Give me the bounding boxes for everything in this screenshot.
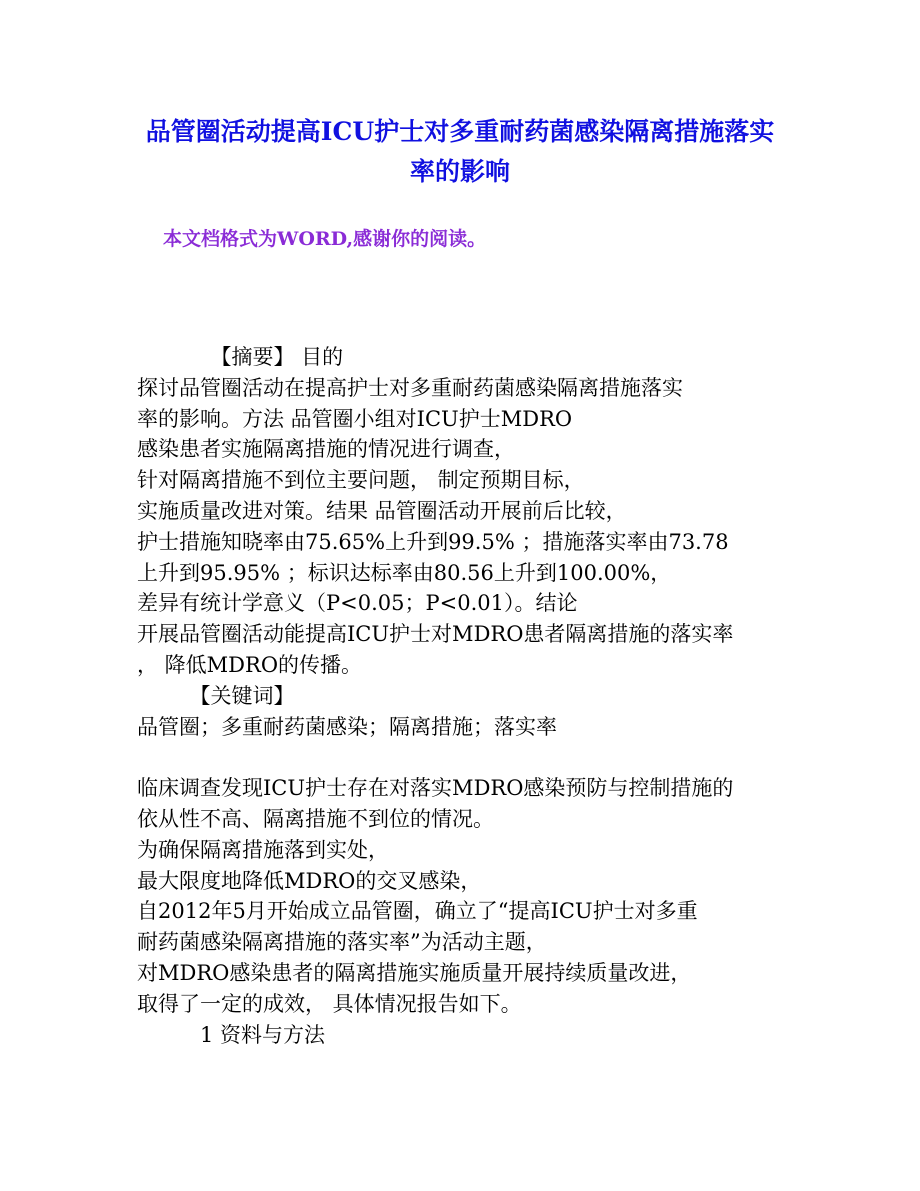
body-line: 开展品管圈活动能提高ICU护士对MDRO患者隔离措施的落实率 <box>137 622 734 647</box>
body-line: 对MDRO感染患者的隔离措施实施质量开展持续质量改进， <box>137 960 692 985</box>
title-line-1: 品管圈活动提高ICU护士对多重耐药菌感染隔离措施落实 <box>145 117 775 146</box>
body-line: 率的影响。方法 品管圈小组对ICU护士MDRO <box>137 406 573 431</box>
keywords-line: 品管圈；多重耐药菌感染；隔离措施；落实率 <box>137 714 557 739</box>
body-line: 探讨品管圈活动在提高护士对多重耐药菌感染隔离措施落实 <box>137 375 683 400</box>
abstract-heading: 【摘要】 目的 <box>137 345 344 369</box>
blank-line <box>137 742 837 773</box>
body-line: 感染患者实施隔离措施的情况进行调查， <box>137 437 515 462</box>
format-notice: 本文档格式为WORD,感谢你的阅读。 <box>163 228 487 250</box>
body-line: 最大限度地降低MDRO的交叉感染， <box>137 868 482 893</box>
document-title <box>100 112 820 192</box>
body-line: 护士措施知晓率由75.65%上升到99.5% ；措施落实率由73.78 <box>137 529 729 554</box>
body-line: 自2012年5月开始成立品管圈，确立了“提高ICU护士对多重 <box>137 899 698 924</box>
keywords-heading: 【关键词】 <box>137 683 295 708</box>
body-line: 针对隔离措施不到位主要问题， 制定预期目标， <box>137 468 585 493</box>
body-line: 耐药菌感染隔离措施的落实率”为活动主题， <box>137 930 547 955</box>
body-line: 上升到95.95% ；标识达标率由80.56上升到100.00%， <box>137 560 672 585</box>
body-line: 依从性不高、隔离措施不到位的情况。 <box>137 806 494 831</box>
body-line: 取得了一定的成效， 具体情况报告如下。 <box>137 991 522 1016</box>
body-line: 实施质量改进对策。结果 品管圈活动开展前后比较， <box>137 498 627 523</box>
document-body <box>137 342 837 1050</box>
body-line: 差异有统计学意义（P<0.05；P<0.01）。结论 <box>137 591 578 616</box>
section-heading: 1 资料与方法 <box>137 1022 326 1047</box>
body-line: 临床调查发现ICU护士存在对落实MDRO感染预防与控制措施的 <box>137 776 734 801</box>
title-line-2: 率的影响 <box>409 157 510 186</box>
body-line: 为确保隔离措施落到实处， <box>137 837 389 862</box>
body-line: ， 降低MDRO的传播。 <box>137 652 363 677</box>
